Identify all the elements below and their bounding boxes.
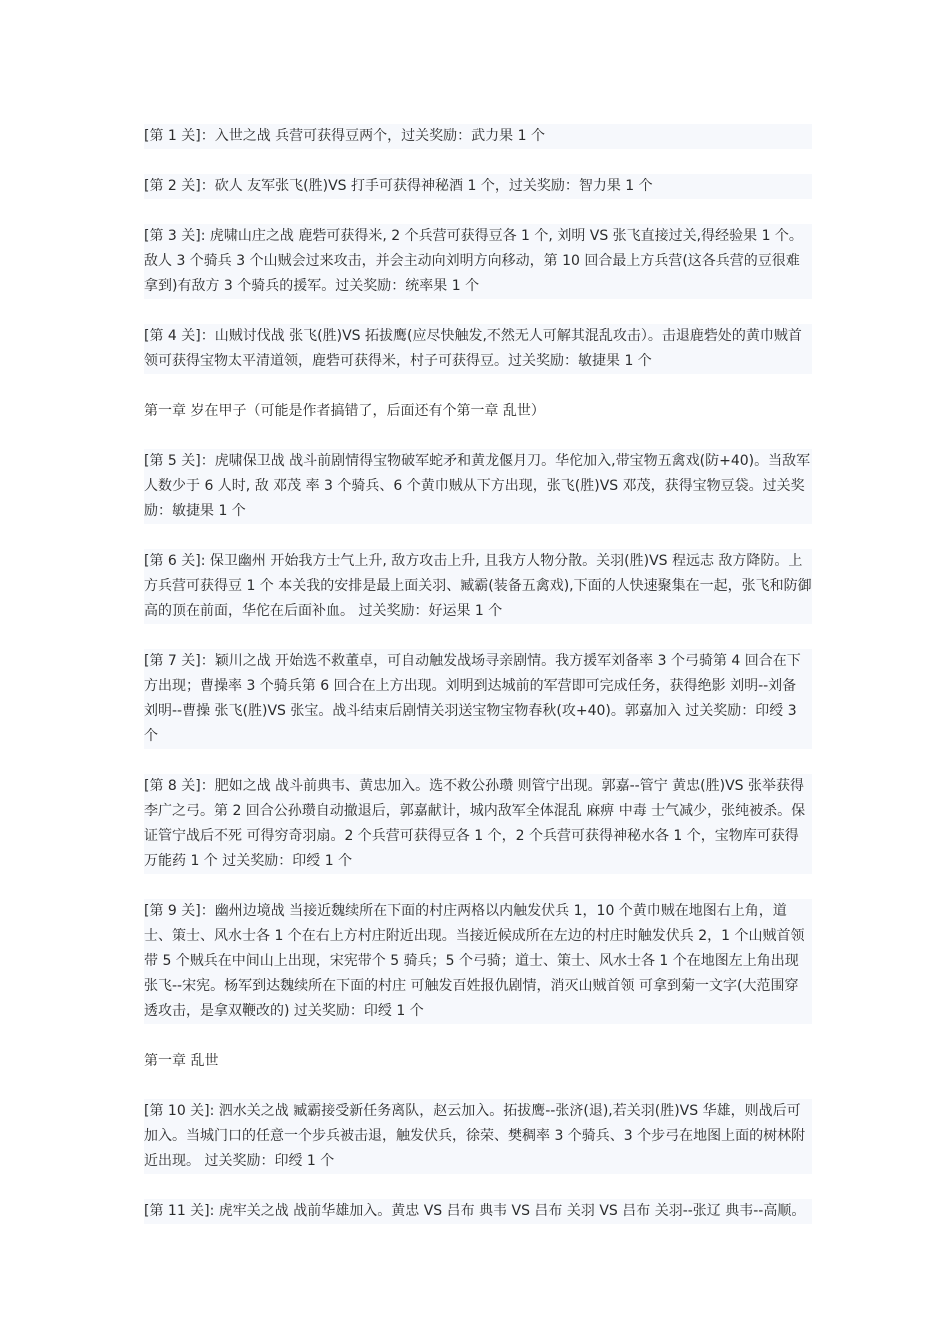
level-4-paragraph: [第 4 关]：山贼讨伐战 张飞(胜)VS 拓拔鹰(应尽快触发,不然无人可解其混乱攻击）。击退鹿砦处的黄巾贼首领可获得宝物太平清道领，鹿砦可获得米，村子可获得豆。过关奖励：敏捷果 1 个 [144, 324, 812, 374]
level-8-paragraph: [第 8 关]：肥如之战 战斗前典韦、黄忠加入。选不救公孙瓒 则管宁出现。郭嘉--管宁 黄忠(胜)VS 张举获得李广之弓。第 2 回合公孙瓒自动撤退后，郭嘉献计，城内敌军全体混乱 麻痹 中毒 士气减少，张纯被杀。保证管宁战后不死 可得穷奇羽扇。2 个兵营可获得豆各 1 个，2 个兵营可获得神秘水各 1 个，宝物库可获得万能药 1 个 过关奖励：印绶 1 个 [144, 774, 812, 874]
chapter-heading: 第一章 乱世 [144, 1053, 219, 1069]
document-page [144, 124, 812, 1249]
level-2-paragraph: [第 2 关]：砍人 友军张飞(胜)VS 打手可获得神秘酒 1 个，过关奖励：智力果 1 个 [144, 174, 812, 199]
level-1-paragraph: [第 1 关]：入世之战 兵营可获得豆两个，过关奖励：武力果 1 个 [144, 124, 812, 149]
level-10-paragraph: [第 10 关]: 泗水关之战 臧霸接受新任务离队，赵云加入。拓拔鹰--张济(退),若关羽(胜)VS 华雄，则战后可加入。当城门口的任意一个步兵被击退，触发伏兵，徐荣、樊稠率 3 个骑兵、3 个步弓在地图上面的树林附近出现。 过关奖励：印绶 1 个 [144, 1099, 812, 1174]
level-6-paragraph: [第 6 关]: 保卫幽州 开始我方士气上升, 敌方攻击上升, 且我方人物分散。关羽(胜)VS 程远志 敌方降防。上方兵营可获得豆 1 个 本关我的安排是最上面关羽、臧霸(装备五禽戏),下面的人快速聚集在一起，张飞和防御高的顶在前面，华佗在后面补血。 过关奖励：好运果 1 个 [144, 549, 812, 624]
level-3-paragraph: [第 3 关]: 虎啸山庄之战 鹿砦可获得米, 2 个兵营可获得豆各 1 个, 刘明 VS 张飞直接过关,得经验果 1 个。敌人 3 个骑兵 3 个山贼会过来攻击，并会主动向刘明方向移动，第 10 回合最上方兵营(这各兵营的豆很难拿到)有敌方 3 个骑兵的援军。过关奖励：统率果 1 个 [144, 224, 812, 299]
level-11-paragraph: [第 11 关]: 虎牢关之战 战前华雄加入。黄忠 VS 吕布 典韦 VS 吕布 关羽 VS 吕布 关羽--张辽 典韦--高顺。 [144, 1199, 812, 1224]
chapter-heading: 第一章 岁在甲子（可能是作者搞错了，后面还有个第一章 乱世） [144, 403, 545, 419]
level-9-paragraph: [第 9 关]：幽州边境战 当接近魏续所在下面的村庄两格以内触发伏兵 1，10 个黄巾贼在地图右上角，道士、策士、风水士各 1 个在右上方村庄附近出现。当接近候成所在左边的村庄时触发伏兵 2，1 个山贼首领带 5 个贼兵在中间山上出现，宋宪带个 5 骑兵；5 个弓骑；道士、策士、风水士各 1 个在地图左上角出现 张飞--宋宪。杨军到达魏续所在下面的村庄 可触发百姓报仇剧情，消灭山贼首领 可拿到菊一文字(大范围穿透攻击，是拿双鞭改的) 过关奖励：印绶 1 个 [144, 899, 812, 1024]
level-5-paragraph: [第 5 关]：虎啸保卫战 战斗前剧情得宝物破军蛇矛和黄龙偃月刀。华佗加入,带宝物五禽戏(防+40)。当敌军人数少于 6 人时, 敌 邓茂 率 3 个骑兵、6 个黄巾贼从下方出现，张飞(胜)VS 邓茂，获得宝物豆袋。过关奖励：敏捷果 1 个 [144, 449, 812, 524]
level-7-paragraph: [第 7 关]：颖川之战 开始选不救董卓，可自动触发战场寻亲剧情。我方援军刘备率 3 个弓骑第 4 回合在下方出现；曹操率 3 个骑兵第 6 回合在上方出现。刘明到达城前的军营即可完成任务，获得绝影 刘明--刘备 刘明--曹操 张飞(胜)VS 张宝。战斗结束后剧情关羽送宝物宝物春秋(攻+40)。郭嘉加入 过关奖励：印绶 3 个 [144, 649, 812, 749]
